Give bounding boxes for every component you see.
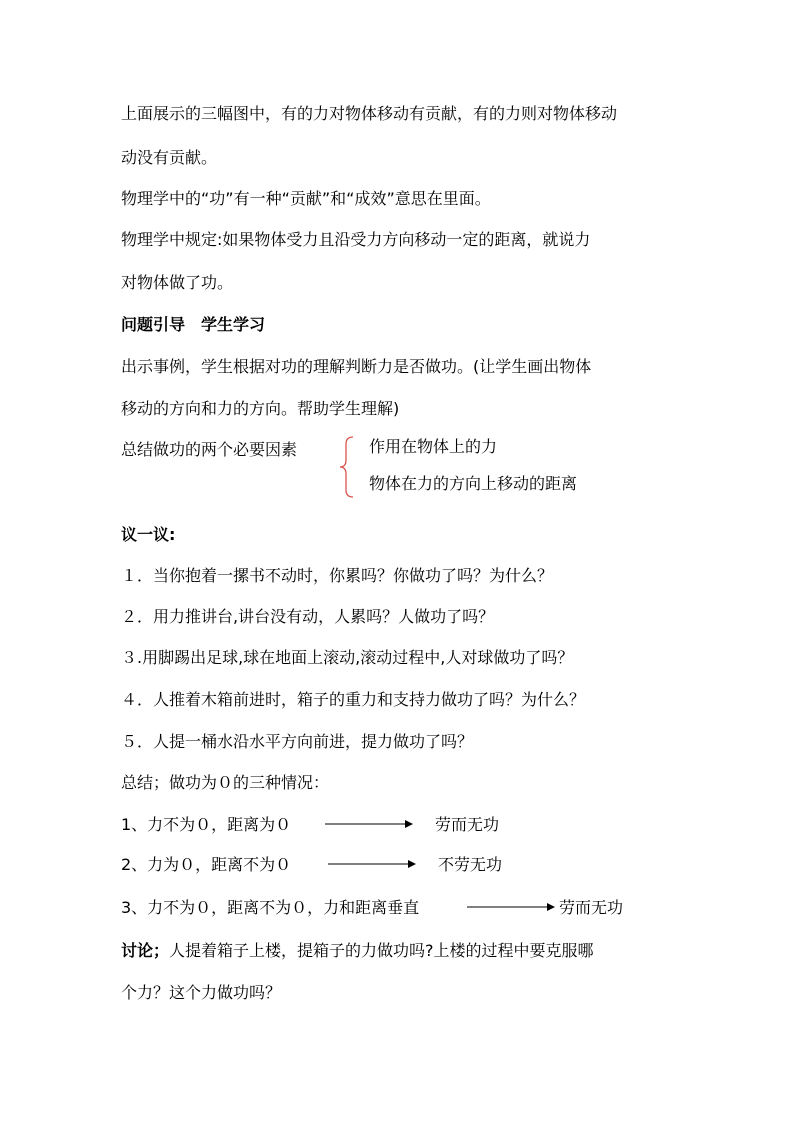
case-2-result: 不劳无功 [438,855,503,874]
factor-item-2: 物体在力的方向上移动的距离 [369,474,578,493]
intro-line-1: 上面展示的三幅图中，有的力对物体移动有贡献，有的力则对物体移动 [121,104,618,123]
arrow-icon [328,857,418,871]
intro-line-5: 对物体做了功。 [121,273,234,292]
case-3-result: 劳而无功 [559,898,624,917]
brace-icon [339,436,357,498]
discussion-heading: 议一议: [121,525,176,544]
question-5: ５．人提一桶水沿水平方向前进，提力做功了吗？ [121,732,474,751]
intro-line-3: 物理学中的“功”有一种“贡献”和“成效”意思在里面。 [121,189,491,208]
intro-line-4: 物理学中规定:如果物体受力且沿受力方向移动一定的距离，就说力 [121,230,591,249]
question-2: ２．用力推讲台,讲台没有动，人累吗？人做功了吗？ [121,607,495,626]
factor-item-1: 作用在物体上的力 [369,437,498,456]
case-2-condition: 2、力为０，距离不为０ [121,855,292,874]
talk-label: 讨论； [121,941,170,960]
talk-line-2: 个力？这个力做功吗？ [121,983,282,1002]
case-1-condition: 1、力不为０，距离为０ [121,815,292,834]
talk-text: 人提着箱子上楼，提箱子的力做功吗?上楼的过程中要克服哪 [169,941,594,960]
case-3-condition: 3、力不为０，距离不为０，力和距离垂直 [121,898,420,917]
question-4: ４．人推着木箱前进时，箱子的重力和支持力做功了吗？为什么？ [121,690,586,709]
question-3: ３.用脚踢出足球,球在地面上滚动,滚动过程中,人对球做功了吗？ [121,648,574,667]
section-heading: 问题引导 学生学习 [121,315,266,334]
arrow-icon [325,817,415,831]
summary-heading: 总结；做功为０的三种情况： [121,773,330,792]
talk-line-1 [121,941,594,961]
arrow-icon [467,900,557,914]
factors-label: 总结做功的两个必要因素 [121,440,298,459]
section-line-1: 出示事例，学生根据对功的理解判断力是否做功。(让学生画出物体 [121,357,592,376]
case-1-result: 劳而无功 [435,815,500,834]
question-1: １．当你抱着一摞书不动时，你累吗？你做功了吗？为什么？ [121,566,554,585]
intro-line-2: 动没有贡献。 [121,148,218,167]
section-line-2: 移动的方向和力的方向。帮助学生理解) [121,399,400,418]
